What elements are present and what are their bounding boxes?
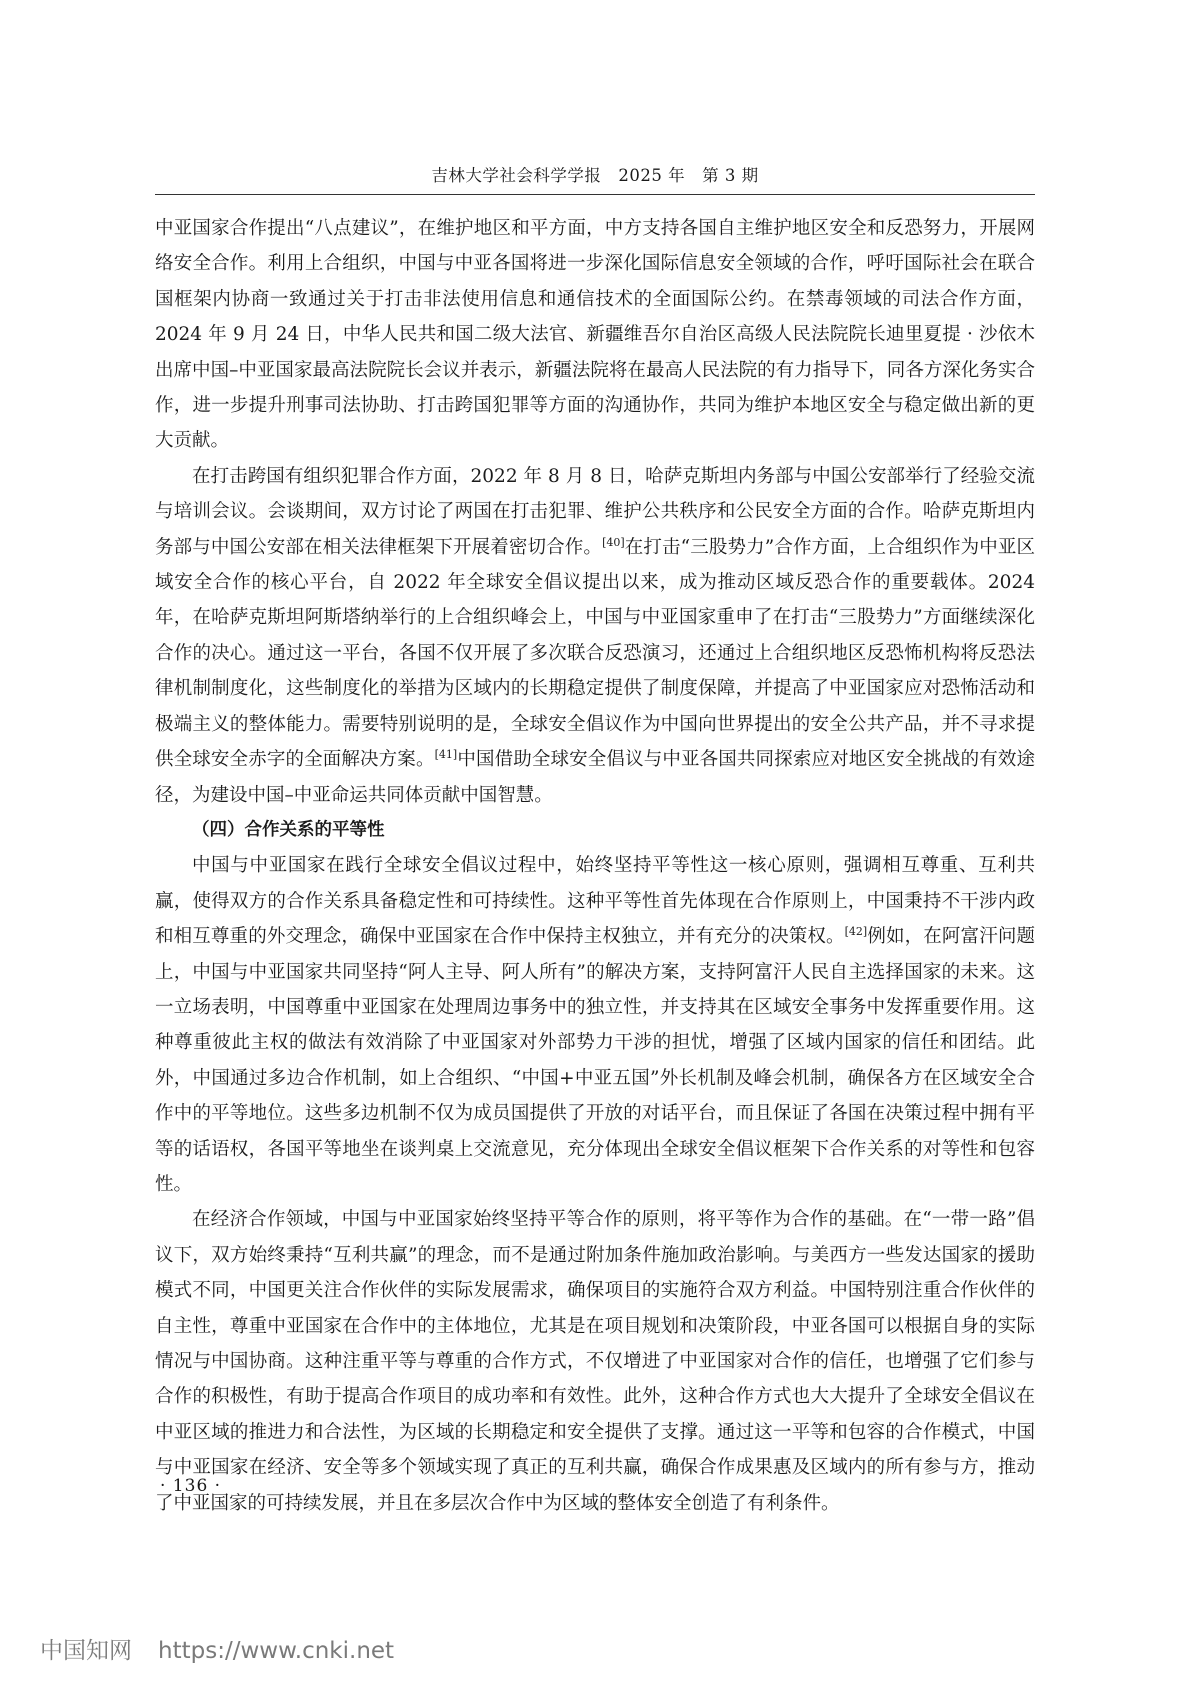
watermark — [40, 1632, 394, 1665]
citation-ref-41[interactable]: [41] — [434, 747, 458, 761]
paragraph-2-text-c: 中国借助全球安全倡议与中亚各国共同探索应对地区安全挑战的有效途径，为建设中国–中亚命运共同体贡献中国智慧。 — [155, 749, 1035, 806]
paragraph-2-text-a: 在打击跨国有组织犯罪合作方面，2022 年 8 月 8 日，哈萨克斯坦内务部与中国公安部举行了经验交流与培训会议。会谈期间，双方讨论了两国在打击犯罪、维护公共秩序和公民安全方面的合作。哈萨克斯坦内务部与中国公安部在相关法律框架下开展着密切合作。 — [155, 465, 1035, 558]
paragraph-4: 在经济合作领域，中国与中亚国家始终坚持平等合作的原则，将平等作为合作的基础。在“一带一路”倡议下，双方始终秉持“互利共赢”的理念，而不是通过附加条件施加政治影响。与美西方一些发达国家的援助模式不同，中国更关注合作伙伴的实际发展需求，确保项目的实施符合双方利益。中国特别注重合作伙伴的自主性，尊重中亚国家在合作中的主体地位，尤其是在项目规划和决策阶段，中亚各国可以根据自身的实际情况与中国协商。这种注重平等与尊重的合作方式，不仅增进了中亚国家对合作的信任，也增强了它们参与合作的积极性，有助于提高合作项目的成功率和有效性。此外，这种合作方式也大大提升了全球安全倡议在中亚区域的推进力和合法性，为区域的长期稳定和安全提供了支撑。通过这一平等和包容的合作模式，中国与中亚国家在经济、安全等多个领域实现了真正的互利共赢，确保合作成果惠及区域内的所有参与方，推动了中亚国家的可持续发展，并且在多层次合作中为区域的整体安全创造了有利条件。 — [155, 1209, 1035, 1514]
paragraph-1: 中亚国家合作提出“八点建议”，在维护地区和平方面，中方支持各国自主维护地区安全和反恐努力，开展网络安全合作。利用上合组织，中国与中亚各国将进一步深化国际信息安全领域的合作，呼吁国际社会在联合国框架内协商一致通过关于打击非法使用信息和通信技术的全面国际公约。在禁毒领域的司法合作方面，2024 年 9 月 24 日，中华人民共和国二级大法官、新疆维吾尔自治区高级人民法院院长迪里夏提 · 沙依木出席中国–中亚国家最高法院院长会议并表示，新疆法院将在最高人民法院的有力指导下，同各方深化务实合作，进一步提升刑事司法协助、打击跨国犯罪等方面的沟通协作，共同为维护本地区安全与稳定做出新的更大贡献。 — [155, 218, 1035, 452]
watermark-url[interactable]: https://www.cnki.net — [158, 1638, 395, 1664]
watermark-name: 中国知网 — [40, 1638, 132, 1664]
section-heading: （四）合作关系的平等性 — [192, 819, 385, 840]
paragraph-2-text-b: 在打击“三股势力”合作方面，上合组织作为中亚区域安全合作的核心平台，自 2022 年全球安全倡议提出以来，成为推动区域反恐合作的重要载体。2024 年，在哈萨克斯坦阿斯塔纳举行的上合组织峰会上，中国与中亚国家重申了在打击“三股势力”方面继续深化合作的决心。通过这一平台，各国不仅开展了多次联合反恐演习，还通过上合组织地区反恐怖机构将反恐法律机制制度化，这些制度化的举措为区域内的长期稳定提供了制度保障，并提高了中亚国家应对恐怖活动和极端主义的整体能力。需要特别说明的是，全球安全倡议作为中国向世界提出的安全公共产品，并不寻求提供全球安全赤字的全面解决方案。 — [155, 536, 1035, 771]
page-number: · 136 · — [160, 1476, 222, 1496]
paragraph-3 — [155, 848, 1035, 1202]
article-body — [155, 211, 1035, 1521]
running-header: 吉林大学社会科学学报 2025 年 第 3 期 — [431, 166, 759, 185]
citation-ref-40[interactable]: [40] — [602, 535, 625, 549]
paragraph-3-text-b: 例如，在阿富汗问题上，中国与中亚国家共同坚持“阿人主导、阿人所有”的解决方案，支持阿富汗人民自主选择国家的未来。这一立场表明，中国尊重中亚国家在处理周边事务中的独立性，并支持其在区域安全事务中发挥重要作用。这种尊重彼此主权的做法有效消除了中亚国家对外部势力干涉的担忧，增强了区域内国家的信任和团结。此外，中国通过多边合作机制，如上合组织、“中国+中亚五国”外长机制及峰会机制，确保各方在区域安全合作中的平等地位。这些多边机制不仅为成员国提供了开放的对话平台，而且保证了各国在决策过程中拥有平等的话语权，各国平等地坐在谈判桌上交流意见，充分体现出全球安全倡议框架下合作关系的对等性和包容性。 — [155, 926, 1035, 1195]
citation-ref-42[interactable]: [42] — [844, 924, 868, 938]
header-rule — [155, 194, 1035, 195]
paragraph-2 — [155, 459, 1035, 813]
paragraph-3-text-a: 中国与中亚国家在践行全球安全倡议过程中，始终坚持平等性这一核心原则，强调相互尊重、互利共赢，使得双方的合作关系具备稳定性和可持续性。这种平等性首先体现在合作原则上，中国秉持不干涉内政和相互尊重的外交理念，确保中亚国家在合作中保持主权独立，并有充分的决策权。 — [155, 855, 1035, 948]
